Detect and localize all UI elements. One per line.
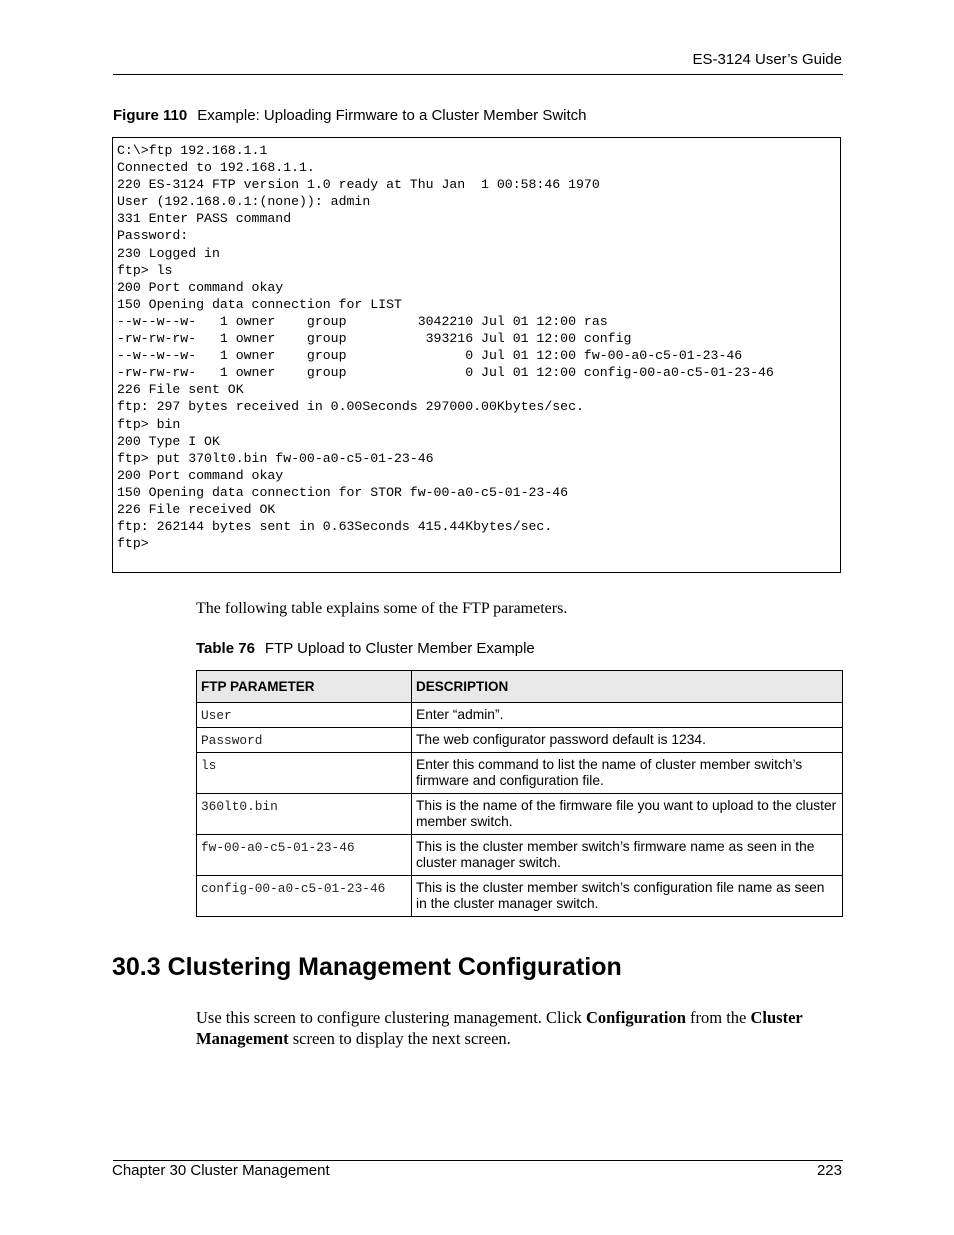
figure-title: Example: Uploading Firmware to a Cluster Member Switch — [197, 107, 587, 124]
table-row — [197, 728, 843, 753]
table-row — [197, 703, 843, 728]
para-text: screen to display the next screen. — [288, 1029, 511, 1048]
figure-label: Figure 110 — [113, 107, 188, 124]
description-cell: Enter “admin”. — [412, 703, 843, 728]
param-cell: ls — [197, 753, 412, 794]
ftp-session-code: C:\>ftp 192.168.1.1 Connected to 192.168.1.1. 220 ES-3124 FTP version 1.0 ready at Thu Jan 1 00:58:46 1970 User (192.168.0.1:(none)): admin 331 Enter PASS command Password: 230 Logged in ftp> ls 200 Port command okay 150 Opening data connection for LIST --w--w--w- 1 owner group 3042210 Jul 01 12:00 ras -rw-rw-rw- 1 owner group 393216 Jul 01 12:00 config --w--w--w- 1 owner group 0 Jul 01 12:00 fw-00-a0-c5-01-23-46 -rw-rw-rw- 1 owner group 0 Jul 01 12:00 config-00-a0-c5-01-23-46 226 File sent OK ftp: 297 bytes received in 0.00Seconds 297000.00Kbytes/sec. ftp> bin 200 Type I OK ftp> put 370lt0.bin fw-00-a0-c5-01-23-46 200 Port command okay 150 Opening data connection for STOR fw-00-a0-c5-01-23-46 226 File received OK ftp: 262144 bytes sent in 0.63Seconds 415.44Kbytes/sec. ftp> — [117, 143, 774, 552]
description-cell: The web configurator password default is 1234. — [412, 728, 843, 753]
column-header-parameter: FTP PARAMETER — [197, 671, 412, 703]
table-caption — [196, 640, 535, 657]
section-body-paragraph — [196, 1007, 836, 1049]
table-label: Table 76 — [196, 640, 255, 657]
description-cell: Enter this command to list the name of cluster member switch’s firmware and configuration file. — [412, 753, 843, 794]
intro-paragraph: The following table explains some of the FTP parameters. — [196, 600, 568, 617]
param-cell: config-00-a0-c5-01-23-46 — [197, 876, 412, 917]
param-cell: 360lt0.bin — [197, 794, 412, 835]
table-title: FTP Upload to Cluster Member Example — [264, 640, 535, 657]
page-number: 223 — [816, 1162, 842, 1179]
para-text: Use this screen to configure clustering management. Click — [196, 1008, 586, 1027]
table-row — [197, 794, 843, 835]
table-header-row — [197, 671, 843, 703]
header-rule — [113, 74, 843, 75]
para-text: from the — [685, 1008, 751, 1027]
column-header-description: DESCRIPTION — [412, 671, 843, 703]
param-cell: Password — [197, 728, 412, 753]
description-cell: This is the name of the firmware file you want to upload to the cluster member switch. — [412, 794, 843, 835]
table-row — [197, 753, 843, 794]
figure-caption — [113, 107, 587, 124]
description-cell: This is the cluster member switch’s configuration file name as seen in the cluster manager switch. — [412, 876, 843, 917]
footer-chapter: Chapter 30 Cluster Management — [112, 1162, 330, 1179]
table-row — [197, 876, 843, 917]
param-cell: fw-00-a0-c5-01-23-46 — [197, 835, 412, 876]
description-cell: This is the cluster member switch’s firmware name as seen in the cluster manager switch. — [412, 835, 843, 876]
footer-rule — [113, 1160, 843, 1161]
para-bold-cluster-management: Cluster Management — [196, 1008, 803, 1048]
para-bold-configuration: Configuration — [585, 1008, 686, 1027]
section-heading: 30.3 Clustering Management Configuration — [112, 953, 622, 981]
running-header-title: ES-3124 User’s Guide — [692, 51, 842, 68]
code-listing-box — [112, 137, 841, 573]
param-cell: User — [197, 703, 412, 728]
ftp-parameter-table — [196, 670, 843, 917]
table-row — [197, 835, 843, 876]
